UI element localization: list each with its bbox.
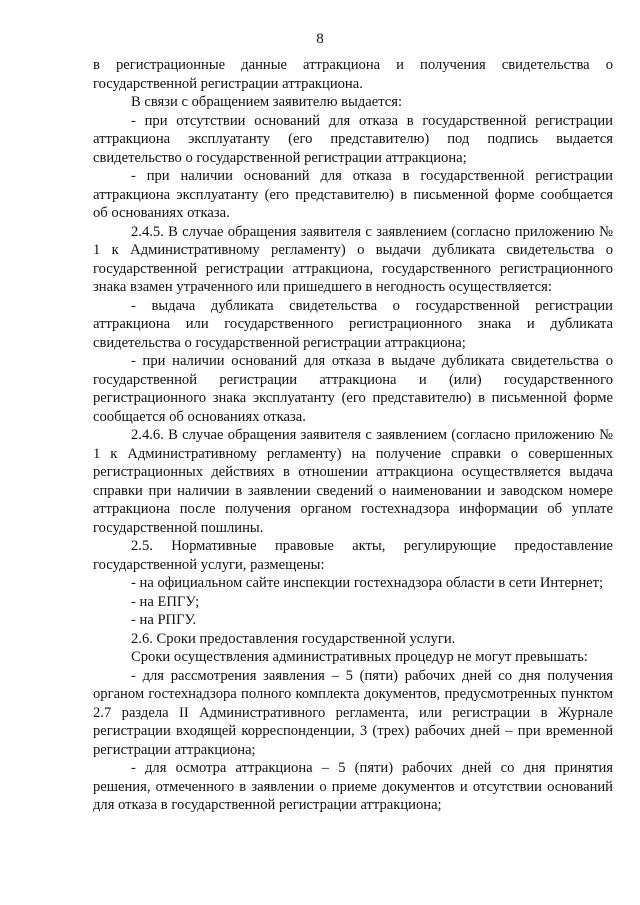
paragraph-no-refusal-grounds: - при отсутствии оснований для отказа в государственной регистрации аттракциона эксплуатанту (его представителю) под подпись выдается свидетельство о государственной регистрации аттракциона; <box>93 112 613 166</box>
paragraph-2-4-5: 2.4.5. В случае обращения заявителя с заявлением (согласно приложению № 1 к Административному регламенту) о выдачи дубликата свидетельства о государственной регистрации аттракциона, государственного регистрационного знака взамен утраченного или пришедшего в негодность осуществляется: <box>93 223 613 295</box>
paragraph-review-term: - для рассмотрения заявления – 5 (пяти) рабочих дней со дня получения органом гостехнадзора полного комплекта документов, предусмотренных пунктом 2.7 раздела II Административного регламента, или регистрации в Журнале регистрации входящей корреспонденции, 3 (трех) рабочих дней – при временной регистрации аттракциона; <box>93 667 613 758</box>
paragraph-official-site: - на официальном сайте инспекции гостехнадзора области в сети Интернет; <box>131 575 604 591</box>
paragraph-registration-continuation: в регистрационные данные аттракциона и получения свидетельства о государственной регистрации аттракциона. <box>93 57 613 92</box>
paragraph-duplicate-issue: - выдача дубликата свидетельства о государственной регистрации аттракциона или государственного регистрационного знака и дубликата свидетельства о государственной регистрации аттракциона; <box>93 297 613 351</box>
paragraph-duplicate-refusal: - при наличии оснований для отказа в выдаче дубликата свидетельства о государственной регистрации аттракциона и (или) государственного регистрационного знака эксплуатанту (его представителю) в письменной форме сообщается об основаниях отказа. <box>93 353 613 425</box>
paragraph-2-6: 2.6. Сроки предоставления государственной услуги. <box>131 630 456 647</box>
paragraph-inspection-term: - для осмотра аттракциона – 5 (пяти) рабочих дней со дня принятия решения, отмеченного в заявлении о приеме документов и отсутствии оснований для отказа в государственной регистрации аттракциона; <box>93 760 613 813</box>
document-body <box>93 56 613 815</box>
paragraph-2-4-6: 2.4.6. В случае обращения заявителя с заявлением (согласно приложению № 1 к Административному регламенту) на получение справки о совершенных регистрационных действиях в отношении аттракциона осуществляется выдача справки при наличии в заявлении сведений о наименовании и заводском номере аттракциона после получения органом гостехнадзора информации об уплате государственной пошлины. <box>93 427 613 536</box>
paragraph-issued-intro: В связи с обращением заявителю выдается: <box>131 94 403 110</box>
paragraph-refusal-grounds: - при наличии оснований для отказа в государственной регистрации аттракциона эксплуатанту (его представителю) в письменной форме сообщается об основаниях отказа. <box>93 168 613 221</box>
paragraph-terms-intro: Сроки осуществления административных процедур не могут превышать: <box>131 649 588 665</box>
paragraph-epgu: - на ЕПГУ; <box>131 593 200 610</box>
paragraph-2-5: 2.5. Нормативные правовые акты, регулирующие предоставление государственной услуги, размещены: <box>93 538 613 573</box>
page-number: 8 <box>316 31 324 47</box>
paragraph-rpgu: - на РПГУ. <box>131 612 197 628</box>
